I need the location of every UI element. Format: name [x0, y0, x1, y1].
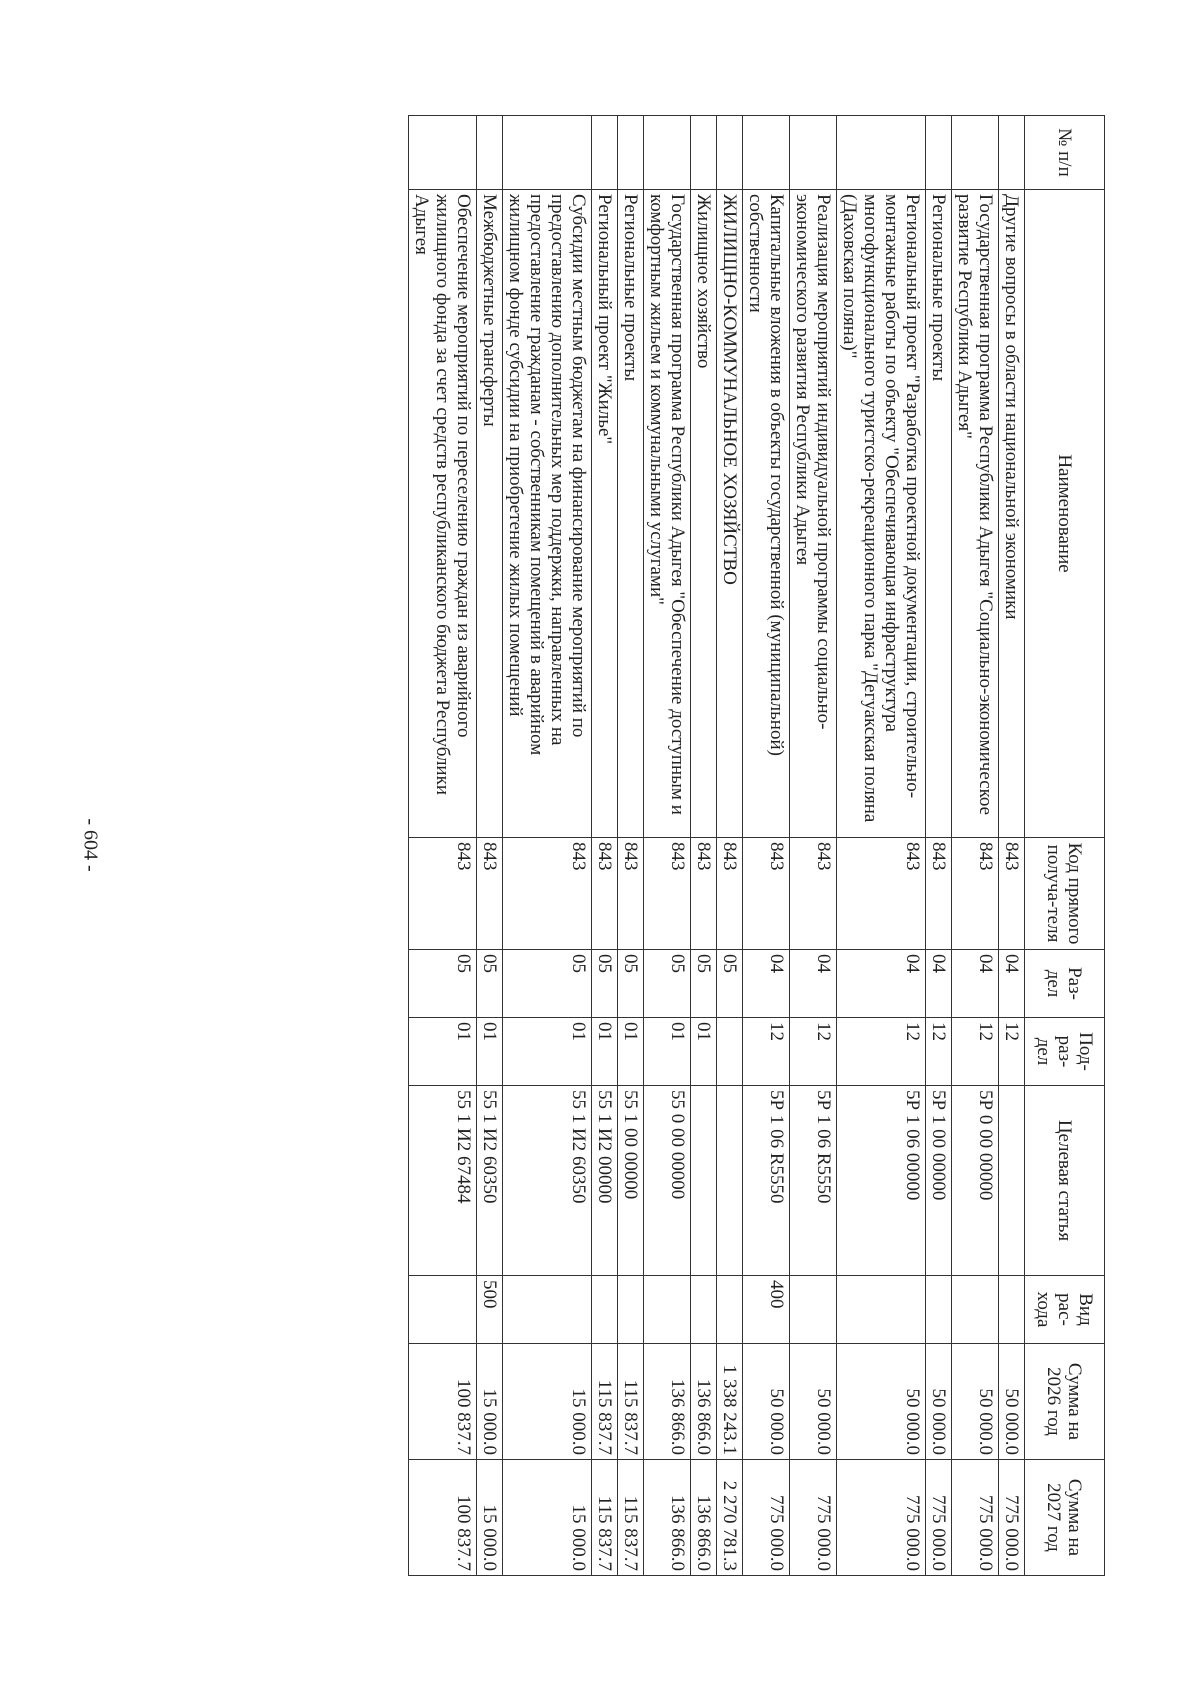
row-target: 55 1 00 00000 [618, 1086, 644, 1276]
row-name: Обеспечение мероприятий по переселению граждан из аварийного жилищного фонда за счет средств республиканского бюджета Республики Адыгея [409, 190, 477, 838]
row-num [926, 116, 952, 190]
table-body [409, 116, 1025, 1576]
row-podrazdel: 01 [477, 1018, 503, 1086]
row-sum2027: 115 837.7 [592, 1460, 618, 1576]
row-num [717, 116, 743, 190]
budget-table [408, 115, 1105, 1576]
row-podrazdel: 12 [790, 1018, 837, 1086]
row-podrazdel: 01 [691, 1018, 717, 1086]
header-razdel: Раз-дел [1025, 950, 1105, 1018]
row-target: 55 1 И2 00000 [592, 1086, 618, 1276]
table-row [409, 116, 477, 1576]
row-razdel: 05 [503, 950, 592, 1018]
row-code: 843 [790, 838, 837, 950]
row-vid [691, 1276, 717, 1344]
row-vid [717, 1276, 743, 1344]
row-razdel: 04 [743, 950, 790, 1018]
row-vid [790, 1276, 837, 1344]
row-num [999, 116, 1025, 190]
row-sum2026: 136 866.0 [691, 1344, 717, 1460]
row-podrazdel: 12 [999, 1018, 1025, 1086]
row-razdel: 04 [999, 950, 1025, 1018]
row-razdel: 05 [477, 950, 503, 1018]
row-target: 5Р 1 06 R5550 [790, 1086, 837, 1276]
row-num [837, 116, 926, 190]
row-podrazdel: 01 [503, 1018, 592, 1086]
row-razdel: 04 [837, 950, 926, 1018]
row-razdel: 05 [691, 950, 717, 1018]
table-row [952, 116, 999, 1576]
row-code: 843 [743, 838, 790, 950]
row-sum2027: 775 000.0 [790, 1460, 837, 1576]
row-code: 843 [999, 838, 1025, 950]
row-sum2026: 15 000.0 [477, 1344, 503, 1460]
row-code: 843 [618, 838, 644, 950]
row-sum2027: 775 000.0 [743, 1460, 790, 1576]
header-code: Код прямого получа-теля [1025, 838, 1105, 950]
row-podrazdel [717, 1018, 743, 1086]
row-razdel: 04 [926, 950, 952, 1018]
table-row [743, 116, 790, 1576]
row-podrazdel: 12 [952, 1018, 999, 1086]
row-sum2026: 136 866.0 [644, 1344, 691, 1460]
row-podrazdel: 01 [644, 1018, 691, 1086]
row-code: 843 [477, 838, 503, 950]
row-target [999, 1086, 1025, 1276]
row-num [409, 116, 477, 190]
row-sum2027: 136 866.0 [691, 1460, 717, 1576]
table-row [618, 116, 644, 1576]
row-target [717, 1086, 743, 1276]
row-sum2027: 775 000.0 [837, 1460, 926, 1576]
row-sum2026: 15 000.0 [503, 1344, 592, 1460]
row-name: Другие вопросы в области национальной экономики [999, 190, 1025, 838]
row-vid [592, 1276, 618, 1344]
row-name: Реализация мероприятий индивидуальной программы социально-экономического развития Республики Адыгея [790, 190, 837, 838]
header-sum2026: Сумма на 2026 год [1025, 1344, 1105, 1460]
row-target: 5Р 1 00 00000 [926, 1086, 952, 1276]
row-sum2027: 136 866.0 [644, 1460, 691, 1576]
row-code: 843 [592, 838, 618, 950]
row-num [644, 116, 691, 190]
row-vid [503, 1276, 592, 1344]
row-name: Государственная программа Республики Адыгея "Социально-экономическое развитие Республики Адыгея" [952, 190, 999, 838]
row-sum2027: 775 000.0 [952, 1460, 999, 1576]
table-row [926, 116, 952, 1576]
row-name: Региональный проект "Разработка проектной документации, строительно-монтажные работы по объекту "Обеспечивающая инфраструктура многофункционального туристско-рекреационного парка "Дегуакская поляна (Даховская поляна)" [837, 190, 926, 838]
row-target: 5Р 1 06 R5550 [743, 1086, 790, 1276]
row-num [618, 116, 644, 190]
row-target: 55 0 00 00000 [644, 1086, 691, 1276]
row-code: 843 [926, 838, 952, 950]
row-sum2027: 2 270 781.3 [717, 1460, 743, 1576]
row-target: 55 1 И2 60350 [503, 1086, 592, 1276]
header-podrazdel: Под-раз-дел [1025, 1018, 1105, 1086]
table-row [717, 116, 743, 1576]
table-row [790, 116, 837, 1576]
row-vid [999, 1276, 1025, 1344]
row-sum2026: 100 837.7 [409, 1344, 477, 1460]
row-razdel: 05 [592, 950, 618, 1018]
row-name: Межбюджетные трансферты [477, 190, 503, 838]
row-name: Капитальные вложения в объекты государственной (муниципальной) собственности [743, 190, 790, 838]
table-row [999, 116, 1025, 1576]
row-code: 843 [644, 838, 691, 950]
row-sum2026: 50 000.0 [743, 1344, 790, 1460]
row-num [503, 116, 592, 190]
table-row [691, 116, 717, 1576]
row-sum2027: 15 000.0 [477, 1460, 503, 1576]
row-target: 55 1 И2 60350 [477, 1086, 503, 1276]
row-vid [837, 1276, 926, 1344]
row-code: 843 [409, 838, 477, 950]
row-target [691, 1086, 717, 1276]
row-num [952, 116, 999, 190]
row-name: Государственная программа Республики Адыгея "Обеспечение доступным и комфортным жильем и коммунальными услугами" [644, 190, 691, 838]
row-vid: 500 [477, 1276, 503, 1344]
row-podrazdel: 01 [592, 1018, 618, 1086]
row-vid [952, 1276, 999, 1344]
row-podrazdel: 12 [743, 1018, 790, 1086]
row-sum2026: 50 000.0 [999, 1344, 1025, 1460]
table-row [477, 116, 503, 1576]
row-razdel: 04 [790, 950, 837, 1018]
table-header [1025, 116, 1105, 1576]
row-sum2026: 1 338 243.1 [717, 1344, 743, 1460]
row-razdel: 05 [618, 950, 644, 1018]
row-sum2026: 115 837.7 [618, 1344, 644, 1460]
row-num [743, 116, 790, 190]
row-razdel: 04 [952, 950, 999, 1018]
table-row [644, 116, 691, 1576]
row-code: 843 [717, 838, 743, 950]
header-num: № п/п [1025, 116, 1105, 190]
row-name: ЖИЛИЩНО-КОММУНАЛЬНОЕ ХОЗЯЙСТВО [717, 190, 743, 838]
row-name: Региональные проекты [618, 190, 644, 838]
header-vid: Вид рас-хода [1025, 1276, 1105, 1344]
row-sum2026: 50 000.0 [790, 1344, 837, 1460]
row-sum2027: 15 000.0 [503, 1460, 592, 1576]
row-vid: 400 [743, 1276, 790, 1344]
row-razdel: 05 [717, 950, 743, 1018]
row-name: Региональные проекты [926, 190, 952, 838]
row-sum2026: 115 837.7 [592, 1344, 618, 1460]
rotated-table-container [235, 115, 1105, 1575]
row-podrazdel: 12 [926, 1018, 952, 1086]
row-code: 843 [691, 838, 717, 950]
header-name: Наименование [1025, 190, 1105, 838]
header-sum2027: Сумма на 2027 год [1025, 1460, 1105, 1576]
row-vid [409, 1276, 477, 1344]
row-razdel: 05 [644, 950, 691, 1018]
row-target: 55 1 И2 67484 [409, 1086, 477, 1276]
row-podrazdel: 01 [618, 1018, 644, 1086]
row-sum2027: 100 837.7 [409, 1460, 477, 1576]
table-row [592, 116, 618, 1576]
row-vid [644, 1276, 691, 1344]
row-name: Субсидии местным бюджетам на финансирование мероприятий по предоставлению дополнительных мер поддержки, направленных на предоставление гражданам - собственникам помещений в аварийном жилищном фонде субсидии на приобретение жилых помещений [503, 190, 592, 838]
row-num [477, 116, 503, 190]
row-sum2026: 50 000.0 [952, 1344, 999, 1460]
row-razdel: 05 [409, 950, 477, 1018]
row-sum2027: 775 000.0 [926, 1460, 952, 1576]
row-podrazdel: 12 [837, 1018, 926, 1086]
row-sum2026: 50 000.0 [926, 1344, 952, 1460]
row-sum2027: 115 837.7 [618, 1460, 644, 1576]
row-code: 843 [503, 838, 592, 950]
table-row [837, 116, 926, 1576]
header-target: Целевая статья [1025, 1086, 1105, 1276]
row-code: 843 [837, 838, 926, 950]
row-target: 5Р 1 06 00000 [837, 1086, 926, 1276]
row-vid [618, 1276, 644, 1344]
row-sum2026: 50 000.0 [837, 1344, 926, 1460]
row-num [790, 116, 837, 190]
row-podrazdel: 01 [409, 1018, 477, 1086]
row-code: 843 [952, 838, 999, 950]
row-num [691, 116, 717, 190]
table-row [503, 116, 592, 1576]
row-name: Региональный проект "Жилье" [592, 190, 618, 838]
page-number: - 604 - [79, 818, 102, 872]
row-name: Жилищное хозяйство [691, 190, 717, 838]
row-num [592, 116, 618, 190]
row-vid [926, 1276, 952, 1344]
row-target: 5Р 0 00 00000 [952, 1086, 999, 1276]
row-sum2027: 775 000.0 [999, 1460, 1025, 1576]
